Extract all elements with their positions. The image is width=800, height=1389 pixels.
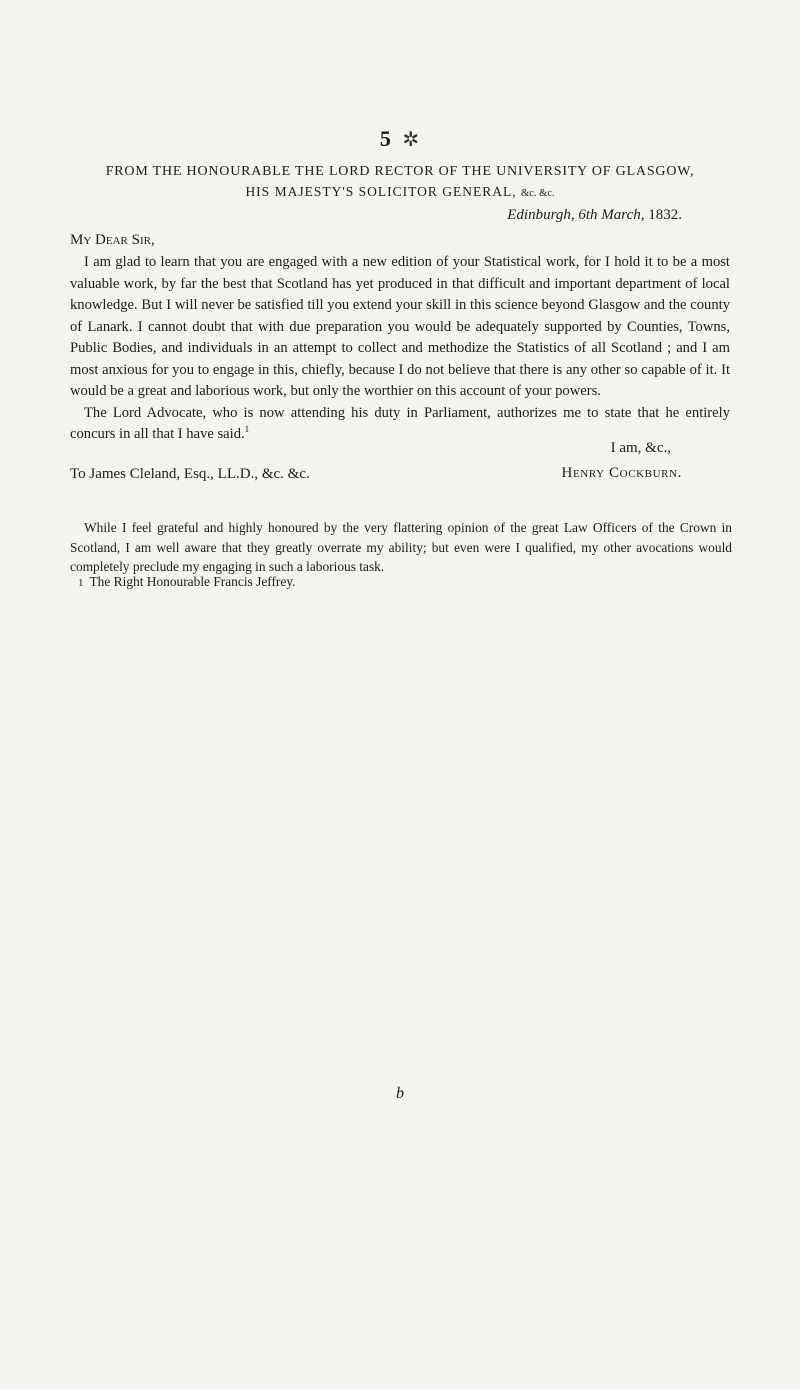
footnote-text: The Right Honourable Francis Jeffrey. [89, 574, 296, 589]
salutation: My Dear Sir, [70, 232, 155, 248]
letter-heading-suffix: &c. &c. [521, 188, 555, 199]
dateline-day: 6th March, [578, 207, 645, 223]
page-number-value: 5 [379, 126, 392, 151]
page-number [0, 126, 800, 152]
footnote-mark: 1 [78, 577, 84, 589]
letter-heading-title: HIS MAJESTY'S SOLICITOR GENERAL, [245, 184, 517, 199]
footnote [78, 574, 296, 590]
closing: I am, &c., [610, 440, 671, 456]
addressee: To James Cleland, Esq., LL.D., &c. &c. [70, 466, 310, 482]
reply-paragraph: While I feel grateful and highly honoured by the very flattering opinion of the great Law Officers of the Crown in Scotland, I am well aware that they greatly overrate my ability; but even were I qualified, my other avocations would completely preclude my engaging in such a laborious task. [70, 520, 732, 574]
letter-paragraph-1: I am glad to learn that you are engaged with a new edition of your Statistical work, for I hold it to be a most valuable work, by far the best that Scotland has yet produced in that difficult and important department of local knowledge. But I will never be satisfied till you extend your skill in this science beyond Glasgow and the county of Lanark. I cannot doubt that with due preparation you would be adequately supported by Counties, Towns, Public Bodies, and individuals in an attempt to collect and methodize the Statistics of all Scotland ; and I am most anxious for you to engage in this, chiefly, because I do not believe that there is any other so capable of it. It would be a great and laborious work, but only the worthier on this account of your powers. [70, 254, 730, 399]
dateline-year: 1832. [648, 207, 682, 223]
asterisk-icon: ✲ [402, 129, 421, 151]
dateline-place: Edinburgh, [507, 207, 575, 223]
letter-heading-line2 [0, 184, 800, 200]
reply-note [70, 518, 732, 577]
letter-paragraph-2-text: The Lord Advocate, who is now attending his duty in Parliament, authorizes me to state that he entirely concurs in all that I have said. [70, 404, 730, 442]
letter-body [70, 252, 730, 446]
dateline [507, 207, 682, 224]
footnote-reference: 1 [244, 424, 250, 435]
signature: Henry Cockburn. [561, 465, 682, 481]
letter-heading-line1: FROM THE HONOURABLE THE LORD RECTOR OF THE UNIVERSITY OF GLASGOW, [105, 164, 695, 179]
signature-mark: b [396, 1085, 404, 1102]
